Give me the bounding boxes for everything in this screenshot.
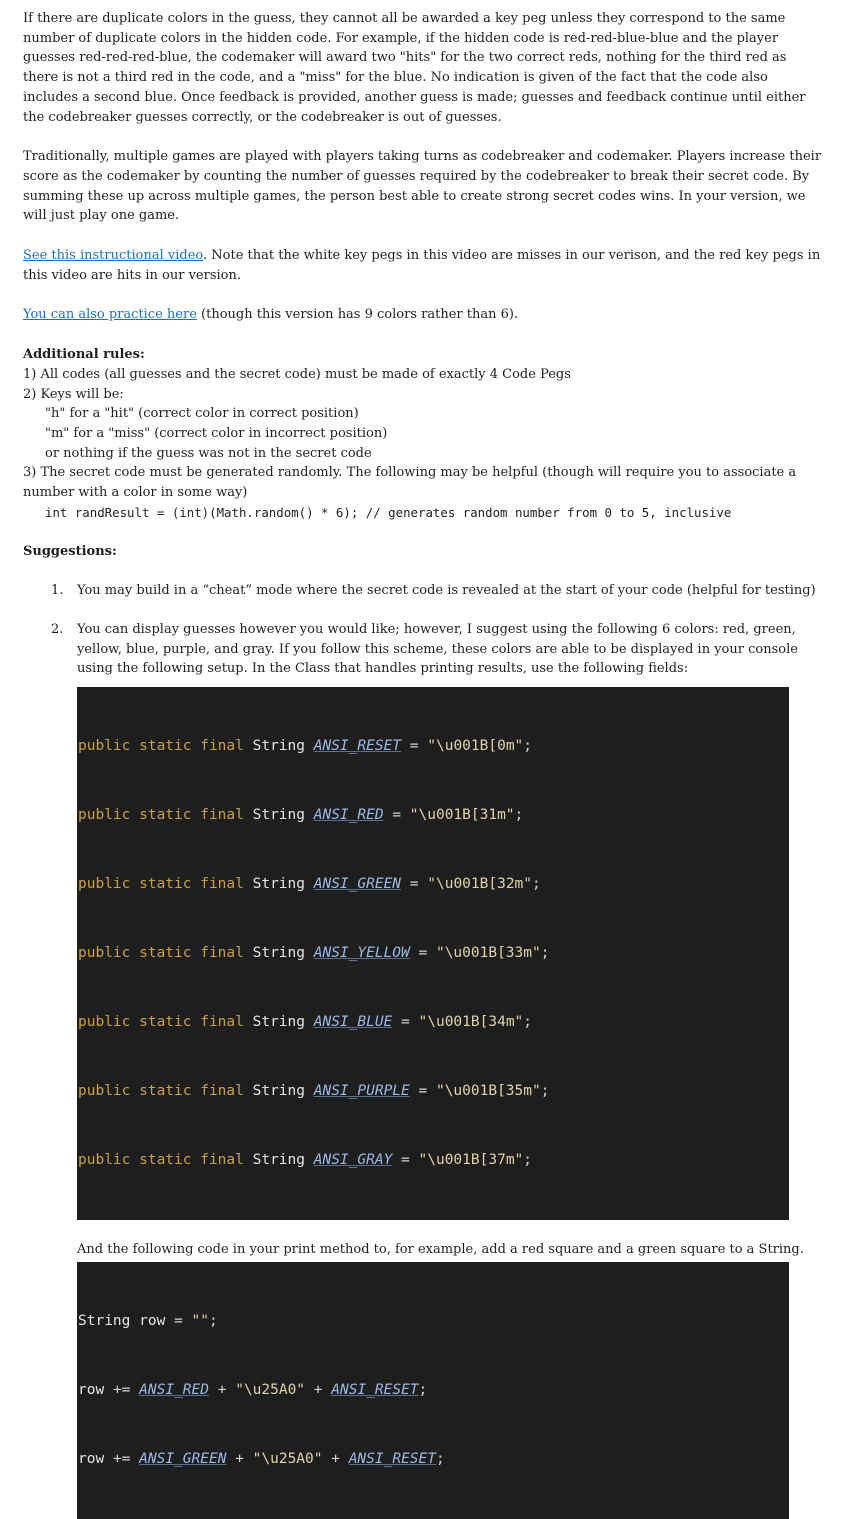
code-line: public static final String ANSI_RED = "\u001B[31m"; <box>78 806 524 823</box>
code-line: public static final String ANSI_RESET = "\u001B[0m"; <box>78 737 533 754</box>
suggestions-list <box>23 581 823 679</box>
code-string: "\u001B[33m" <box>435 944 541 961</box>
suggestion-item <box>23 620 823 679</box>
key-hit: "h" for a "hit" (correct color in correct position) <box>45 406 359 422</box>
practice-paragraph <box>23 305 823 325</box>
print-method-text: And the following code in your print method to, for example, add a red square and a green square to a String. <box>77 1241 804 1257</box>
code-field-name: ANSI_BLUE <box>313 1013 393 1030</box>
code-type: String <box>78 1312 131 1329</box>
code-line: row += ANSI_RED + "\u25A0" + ANSI_RESET; <box>78 1381 428 1398</box>
code-line: public static final String ANSI_GRAY = "\u001B[37m"; <box>78 1151 533 1168</box>
code-line: row += ANSI_GREEN + "\u25A0" + ANSI_RESET; <box>78 1450 445 1467</box>
document-page <box>23 9 823 1519</box>
code-line: public static final String ANSI_YELLOW = "\u001B[33m"; <box>78 944 550 961</box>
suggestion-number: 1. <box>51 583 64 599</box>
practice-note-text: (though this version has 9 colors rather than 6). <box>196 307 519 323</box>
code-keyword: public static final <box>78 944 244 961</box>
additional-rules-heading: Additional rules: <box>23 347 145 363</box>
suggestion-text: You may build in a “cheat” mode where the secret code is revealed at the start of your code (helpful for testing) <box>77 583 816 599</box>
code-string: "\u001B[37m" <box>418 1151 524 1168</box>
duplicate-colors-paragraph: If there are duplicate colors in the guess, they cannot all be awarded a key peg unless they correspond to the same number of duplicate colors in the hidden code. For example, if the hidden code is red-red-blue-blue and the player guesses red-red-red-blue, the codemaker will award two "hits" for the two correct reds, nothing for the third red as there is not a third red in the code, and a "miss" for the blue. No indication is given of the fact that the code also includes a second blue. Once feedback is provided, another guess is made; guesses and feedback continue until either the codebreaker guesses correctly, or the codebreaker is out of guesses. <box>23 11 806 125</box>
code-keyword: public static final <box>78 737 244 754</box>
code-line: public static final String ANSI_GREEN = "\u001B[32m"; <box>78 875 541 892</box>
code-type: String <box>252 806 305 823</box>
code-keyword: public static final <box>78 1151 244 1168</box>
code-keyword: public static final <box>78 1013 244 1030</box>
code-field-name: ANSI_PURPLE <box>313 1082 410 1099</box>
code-line: public static final String ANSI_BLUE = "\u001B[34m"; <box>78 1013 533 1030</box>
code-line: public static final String ANSI_PURPLE = "\u001B[35m"; <box>78 1082 550 1099</box>
code-string: "\u001B[35m" <box>435 1082 541 1099</box>
code-type: String <box>252 737 305 754</box>
code-field-name: ANSI_RED <box>139 1381 209 1398</box>
code-string: "\u25A0" <box>252 1450 323 1467</box>
code-field-name: ANSI_GRAY <box>313 1151 393 1168</box>
ansi-fields-code-block <box>77 687 789 1220</box>
rule-1: 1) All codes (all guesses and the secret code) must be made of exactly 4 Code Pegs <box>23 366 571 382</box>
code-keyword: public static final <box>78 806 244 823</box>
suggestions-heading: Suggestions: <box>23 544 117 560</box>
code-string: "\u001B[34m" <box>418 1013 524 1030</box>
code-field-name: ANSI_RED <box>313 806 384 823</box>
code-keyword: public static final <box>78 1082 244 1099</box>
code-string: "\u001B[32m" <box>427 875 533 892</box>
code-string: "\u001B[31m" <box>409 806 515 823</box>
additional-rules-section <box>23 345 823 522</box>
random-code-line: int randResult = (int)(Math.random() * 6); // generates random number from 0 to 5, inclusive <box>45 504 732 520</box>
code-type: String <box>252 1082 305 1099</box>
video-note-text: . Note that the white key pegs in this video are misses in our verison, and the red key pegs in this video are hits in our version. <box>23 248 821 283</box>
practice-link[interactable]: You can also practice here <box>23 307 197 323</box>
code-variable: row <box>78 1450 105 1467</box>
rule-2: 2) Keys will be: <box>23 386 124 402</box>
traditional-games-paragraph: Traditionally, multiple games are played with players taking turns as codebreaker and codemaker. Players increase their score as the codemaker by counting the number of guesses required by the codebreaker to break their secret code. By summing these up across multiple games, the person best able to create strong secret codes wins. In your version, we will just play one game. <box>23 149 822 224</box>
key-miss: "m" for a "miss" (correct color in incorrect position) <box>45 425 388 441</box>
instructional-video-link[interactable]: See this instructional video <box>23 248 204 264</box>
code-string: "\u25A0" <box>235 1381 306 1398</box>
code-field-name: ANSI_GREEN <box>313 875 402 892</box>
code-type: String <box>252 1151 305 1168</box>
code-string: "" <box>191 1312 209 1329</box>
code-field-name: ANSI_RESET <box>313 737 402 754</box>
video-paragraph <box>23 246 823 285</box>
code-type: String <box>252 875 305 892</box>
code-variable: row <box>139 1312 166 1329</box>
suggestion-text: You can display guesses however you would like; however, I suggest using the following 6 colors: red, green, yellow, blue, purple, and gray. If you follow this scheme, these colors are able to be displayed in your console using the following setup. In the Class that handles printing results, use the following fields: <box>77 621 798 677</box>
code-variable: row <box>78 1381 105 1398</box>
suggestion-number: 2. <box>51 621 64 637</box>
row-code-block <box>77 1262 789 1519</box>
suggestion-item <box>23 581 823 601</box>
code-type: String <box>252 944 305 961</box>
code-type: String <box>252 1013 305 1030</box>
code-line: String row = ""; <box>78 1312 218 1329</box>
code-field-name: ANSI_GREEN <box>139 1450 227 1467</box>
key-nothing: or nothing if the guess was not in the secret code <box>45 445 372 461</box>
code-field-name: ANSI_RESET <box>348 1450 437 1467</box>
rule-3: 3) The secret code must be generated randomly. The following may be helpful (though will require you to associate a number with a color in some way) <box>23 465 797 501</box>
code-field-name: ANSI_RESET <box>331 1381 419 1398</box>
code-keyword: public static final <box>78 875 244 892</box>
code-field-name: ANSI_YELLOW <box>313 944 410 961</box>
code-string: "\u001B[0m" <box>427 737 524 754</box>
